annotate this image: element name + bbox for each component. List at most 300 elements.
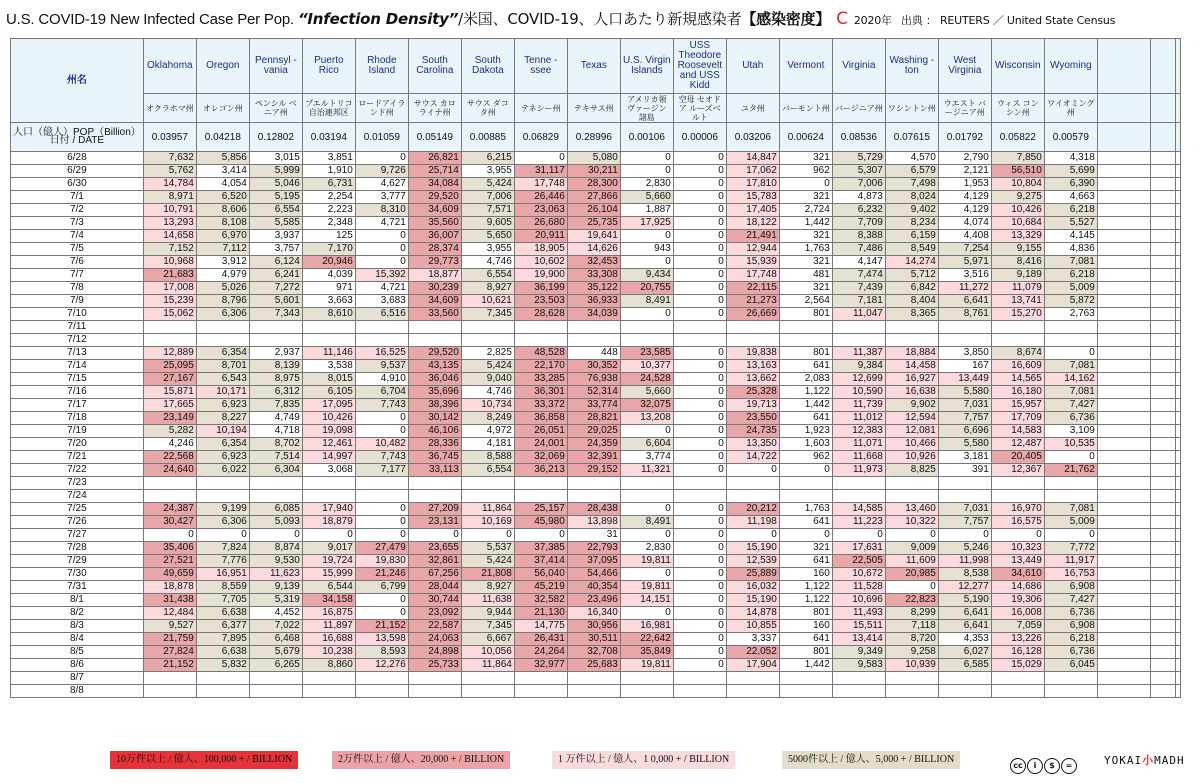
value-cell	[620, 321, 673, 334]
value-cell: 17,940	[302, 503, 355, 516]
value-cell: 17,631	[832, 542, 885, 555]
value-cell: 10,804	[991, 178, 1044, 191]
value-cell	[1097, 646, 1150, 659]
date-cell: 7/26	[11, 516, 144, 529]
state-name-jp: サウス ダコタ州	[461, 94, 514, 123]
value-cell: 25,733	[408, 659, 461, 672]
nd-icon: =	[1061, 758, 1077, 774]
value-cell: 3,663	[302, 295, 355, 308]
value-cell: 7,776	[196, 555, 249, 568]
value-cell	[1097, 529, 1150, 542]
value-cell: 13,293	[143, 217, 196, 230]
value-cell: 10,696	[832, 594, 885, 607]
value-cell: 25,683	[567, 659, 620, 672]
state-name-jp	[1097, 94, 1150, 123]
value-cell	[779, 334, 832, 347]
value-cell: 4,054	[196, 178, 249, 191]
value-cell: 8,720	[885, 633, 938, 646]
value-cell: 29,773	[408, 256, 461, 269]
value-cell: 7,772	[1044, 542, 1097, 555]
value-cell: 17,748	[726, 269, 779, 282]
value-cell: 18,905	[514, 243, 567, 256]
value-cell: 9,017	[302, 542, 355, 555]
value-cell: 7,474	[832, 269, 885, 282]
value-cell: 321	[779, 152, 832, 165]
value-cell: 24,735	[726, 425, 779, 438]
value-cell	[1097, 477, 1150, 490]
pop-date-label	[11, 123, 144, 152]
state-population: 0.03206	[726, 123, 779, 152]
value-cell: 13,226	[991, 633, 1044, 646]
table-row	[11, 178, 1181, 191]
value-cell: 7,571	[461, 204, 514, 217]
state-population: 0.03957	[143, 123, 196, 152]
value-cell	[196, 672, 249, 685]
value-cell: 7,006	[461, 191, 514, 204]
value-cell: 6,218	[1044, 633, 1097, 646]
value-cell	[1150, 516, 1175, 529]
value-cell: 21,152	[355, 620, 408, 633]
value-cell: 14,162	[1044, 373, 1097, 386]
value-cell: 21,683	[143, 269, 196, 282]
value-cell: 27,521	[143, 555, 196, 568]
value-cell: 0	[249, 529, 302, 542]
value-cell	[1097, 607, 1150, 620]
value-cell: 21,491	[726, 230, 779, 243]
value-cell: 5,009	[1044, 282, 1097, 295]
empty-cell	[1175, 490, 1180, 503]
value-cell: 943	[620, 243, 673, 256]
value-cell: 7,152	[143, 243, 196, 256]
value-cell	[143, 477, 196, 490]
date-cell: 7/4	[11, 230, 144, 243]
value-cell: 20,946	[302, 256, 355, 269]
value-cell: 15,270	[991, 308, 1044, 321]
value-cell: 11,071	[832, 438, 885, 451]
value-cell: 6,638	[196, 646, 249, 659]
logo-text-right: MADH	[1154, 754, 1185, 767]
empty-cell	[1175, 633, 1180, 646]
empty-cell	[1175, 347, 1180, 360]
value-cell: 30,744	[408, 594, 461, 607]
value-cell: 0	[514, 529, 567, 542]
title-source: 出典 ： REUTERS ／ United State Census	[901, 14, 1116, 27]
table-row	[11, 503, 1181, 516]
value-cell	[938, 685, 991, 698]
value-cell: 8,416	[991, 256, 1044, 269]
empty-cell	[1175, 334, 1180, 347]
value-cell: 37,095	[567, 555, 620, 568]
value-cell: 10,426	[991, 204, 1044, 217]
table-row	[11, 542, 1181, 555]
state-name-jp: ワイオミング 州	[1044, 94, 1097, 123]
value-cell	[1150, 672, 1175, 685]
value-cell: 14,583	[991, 425, 1044, 438]
value-cell: 2,790	[938, 152, 991, 165]
value-cell: 12,487	[991, 438, 1044, 451]
state-population: 0.01792	[938, 123, 991, 152]
value-cell	[1097, 282, 1150, 295]
value-cell: 18,877	[408, 269, 461, 282]
value-cell: 2,830	[620, 178, 673, 191]
value-cell: 5,537	[461, 542, 514, 555]
value-cell: 8,606	[196, 204, 249, 217]
value-cell: 0	[673, 269, 726, 282]
value-cell: 5,307	[832, 165, 885, 178]
value-cell: 10,734	[461, 399, 514, 412]
value-cell	[1097, 542, 1150, 555]
value-cell: 4,074	[938, 217, 991, 230]
value-cell: 4,039	[302, 269, 355, 282]
value-cell	[991, 334, 1044, 347]
value-cell: 2,825	[461, 347, 514, 360]
value-cell: 23,063	[514, 204, 567, 217]
value-cell: 6,638	[196, 607, 249, 620]
value-cell: 6,923	[196, 399, 249, 412]
value-cell	[1097, 516, 1150, 529]
state-name-jp: ロードアイラ ンド州	[355, 94, 408, 123]
value-cell: 13,208	[620, 412, 673, 425]
empty-cell	[1175, 503, 1180, 516]
value-cell: 11,493	[832, 607, 885, 620]
value-cell	[302, 321, 355, 334]
value-cell: 34,084	[408, 178, 461, 191]
value-cell: 30,511	[567, 633, 620, 646]
value-cell: 8,825	[885, 464, 938, 477]
value-cell: 8,310	[355, 204, 408, 217]
value-cell: 6,045	[1044, 659, 1097, 672]
value-cell: 7,272	[249, 282, 302, 295]
value-cell	[249, 477, 302, 490]
state-population: 0.12802	[249, 123, 302, 152]
value-cell: 8,365	[885, 308, 938, 321]
value-cell: 19,724	[302, 555, 355, 568]
value-cell: 32,582	[514, 594, 567, 607]
table-row	[11, 555, 1181, 568]
value-cell: 11,387	[832, 347, 885, 360]
value-cell: 0	[514, 152, 567, 165]
date-label: 日付 / DATE	[49, 135, 105, 146]
value-cell: 27,824	[143, 646, 196, 659]
value-cell	[196, 334, 249, 347]
value-cell	[1150, 555, 1175, 568]
value-cell: 12,484	[143, 607, 196, 620]
value-cell: 0	[673, 230, 726, 243]
value-cell: 6,641	[938, 295, 991, 308]
value-cell: 7,254	[938, 243, 991, 256]
table-row	[11, 386, 1181, 399]
value-cell: 13,414	[832, 633, 885, 646]
value-cell: 16,981	[620, 620, 673, 633]
value-cell: 16,875	[302, 607, 355, 620]
value-cell	[620, 672, 673, 685]
value-cell: 6,923	[196, 451, 249, 464]
value-cell: 31,117	[514, 165, 567, 178]
value-cell: 5,971	[938, 256, 991, 269]
value-cell: 2,724	[779, 204, 832, 217]
value-cell: 0	[673, 568, 726, 581]
value-cell	[1097, 672, 1150, 685]
value-cell: 0	[673, 386, 726, 399]
value-cell: 0	[1044, 451, 1097, 464]
value-cell: 12,594	[885, 412, 938, 425]
value-cell: 21,273	[726, 295, 779, 308]
value-cell	[1150, 321, 1175, 334]
value-cell	[355, 477, 408, 490]
value-cell: 25,714	[408, 165, 461, 178]
value-cell: 641	[779, 633, 832, 646]
date-cell: 8/2	[11, 607, 144, 620]
value-cell: 36,046	[408, 373, 461, 386]
value-cell: 2,564	[779, 295, 832, 308]
value-cell	[1097, 256, 1150, 269]
empty-cell	[1175, 152, 1180, 165]
value-cell	[1150, 308, 1175, 321]
value-cell: 6,027	[938, 646, 991, 659]
value-cell	[196, 477, 249, 490]
value-cell: 12,367	[991, 464, 1044, 477]
value-cell: 7,709	[832, 217, 885, 230]
value-cell: 45,980	[514, 516, 567, 529]
value-cell: 9,349	[832, 646, 885, 659]
value-cell	[1097, 321, 1150, 334]
value-cell	[1097, 399, 1150, 412]
date-cell: 7/16	[11, 386, 144, 399]
value-cell: 25,735	[567, 217, 620, 230]
value-cell: 0	[355, 412, 408, 425]
value-cell: 0	[1044, 529, 1097, 542]
value-cell	[408, 490, 461, 503]
value-cell: 13,662	[726, 373, 779, 386]
infection-density-table	[10, 38, 1181, 698]
value-cell	[461, 334, 514, 347]
value-cell: 6,736	[1044, 646, 1097, 659]
value-cell: 10,926	[885, 451, 938, 464]
value-cell	[832, 490, 885, 503]
value-cell: 0	[673, 633, 726, 646]
value-cell: 2,223	[302, 204, 355, 217]
value-cell	[1150, 165, 1175, 178]
value-cell: 11,321	[620, 464, 673, 477]
value-cell: 1,887	[620, 204, 673, 217]
value-cell: 962	[779, 165, 832, 178]
title-c-mark: C	[836, 9, 848, 29]
value-cell: 5,580	[938, 386, 991, 399]
date-cell: 7/19	[11, 425, 144, 438]
state-population: 0.01059	[355, 123, 408, 152]
value-cell	[1150, 230, 1175, 243]
value-cell: 4,836	[1044, 243, 1097, 256]
value-cell: 35,696	[408, 386, 461, 399]
value-cell: 3,414	[196, 165, 249, 178]
value-cell	[1150, 568, 1175, 581]
value-cell: 6,218	[1044, 204, 1097, 217]
value-cell: 34,158	[302, 594, 355, 607]
value-cell: 4,721	[355, 217, 408, 230]
state-name-jp: テネシー州	[514, 94, 567, 123]
value-cell	[1150, 542, 1175, 555]
value-cell: 35,849	[620, 646, 673, 659]
value-cell: 43,135	[408, 360, 461, 373]
date-cell: 8/8	[11, 685, 144, 698]
value-cell	[1150, 633, 1175, 646]
value-cell: 962	[779, 451, 832, 464]
value-cell: 0	[620, 568, 673, 581]
table-row	[11, 646, 1181, 659]
value-cell: 18,879	[302, 516, 355, 529]
value-cell: 5,679	[249, 646, 302, 659]
value-cell: 4,979	[196, 269, 249, 282]
value-cell: 17,095	[302, 399, 355, 412]
value-cell: 8,674	[991, 347, 1044, 360]
value-cell: 4,246	[143, 438, 196, 451]
value-cell: 5,999	[249, 165, 302, 178]
value-cell: 8,610	[302, 308, 355, 321]
value-cell: 10,169	[461, 516, 514, 529]
value-cell: 14,658	[143, 230, 196, 243]
value-cell	[302, 490, 355, 503]
value-cell	[355, 334, 408, 347]
value-cell: 3,337	[726, 633, 779, 646]
empty-cell	[1175, 386, 1180, 399]
date-cell: 7/25	[11, 503, 144, 516]
value-cell	[885, 490, 938, 503]
empty-cell	[1175, 360, 1180, 373]
value-cell: 14,565	[991, 373, 1044, 386]
value-cell: 10,590	[832, 386, 885, 399]
value-cell: 49,659	[143, 568, 196, 581]
value-cell: 31,438	[143, 594, 196, 607]
date-cell: 7/1	[11, 191, 144, 204]
value-cell: 20,405	[991, 451, 1044, 464]
value-cell: 6,731	[302, 178, 355, 191]
value-cell	[620, 477, 673, 490]
value-cell: 4,972	[461, 425, 514, 438]
value-cell: 5,424	[461, 360, 514, 373]
value-cell: 5,282	[143, 425, 196, 438]
empty-cell	[1175, 659, 1180, 672]
date-cell: 7/10	[11, 308, 144, 321]
value-cell: 24,640	[143, 464, 196, 477]
value-cell: 167	[938, 360, 991, 373]
table-row	[11, 321, 1181, 334]
value-cell: 24,264	[514, 646, 567, 659]
empty-cell	[1175, 438, 1180, 451]
table-row	[11, 295, 1181, 308]
value-cell: 10,466	[885, 438, 938, 451]
state-name-en: Wisconsin	[991, 39, 1044, 94]
empty-cell	[1175, 516, 1180, 529]
value-cell: 33,372	[514, 399, 567, 412]
value-cell	[1150, 191, 1175, 204]
state-name-en: Oregon	[196, 39, 249, 94]
state-header-label: 州名	[11, 39, 144, 123]
date-cell: 8/6	[11, 659, 144, 672]
value-cell: 30,239	[408, 282, 461, 295]
value-cell: 6,241	[249, 269, 302, 282]
value-cell: 10,426	[302, 412, 355, 425]
value-cell	[885, 477, 938, 490]
value-cell: 20,755	[620, 282, 673, 295]
value-cell: 8,249	[461, 412, 514, 425]
value-cell: 1,763	[779, 503, 832, 516]
value-cell	[514, 321, 567, 334]
value-cell: 23,131	[408, 516, 461, 529]
value-cell: 15,939	[726, 256, 779, 269]
value-cell: 7,059	[991, 620, 1044, 633]
value-cell: 2,121	[938, 165, 991, 178]
value-cell: 8,874	[249, 542, 302, 555]
value-cell: 3,777	[355, 191, 408, 204]
value-cell: 22,793	[567, 542, 620, 555]
date-cell: 6/29	[11, 165, 144, 178]
value-cell	[885, 685, 938, 698]
value-cell: 0	[673, 217, 726, 230]
value-cell: 9,199	[196, 503, 249, 516]
value-cell	[1097, 412, 1150, 425]
value-cell	[1097, 230, 1150, 243]
value-cell: 37,414	[514, 555, 567, 568]
value-cell: 3,850	[938, 347, 991, 360]
value-cell: 6,124	[249, 256, 302, 269]
value-cell: 7,743	[355, 451, 408, 464]
table-row	[11, 373, 1181, 386]
value-cell: 6,159	[885, 230, 938, 243]
value-cell: 14,458	[885, 360, 938, 373]
header-state-jp-row	[11, 94, 1181, 123]
value-cell: 6,354	[196, 438, 249, 451]
value-cell: 4,570	[885, 152, 938, 165]
table-row	[11, 347, 1181, 360]
value-cell: 48,528	[514, 347, 567, 360]
empty-cell	[1175, 230, 1180, 243]
value-cell: 0	[408, 529, 461, 542]
header-population-row	[11, 123, 1181, 152]
value-cell: 3,851	[302, 152, 355, 165]
value-cell: 8,971	[143, 191, 196, 204]
value-cell: 25,157	[514, 503, 567, 516]
value-cell	[355, 321, 408, 334]
value-cell: 6,908	[1044, 581, 1097, 594]
value-cell: 4,718	[249, 425, 302, 438]
empty-cell	[1175, 399, 1180, 412]
state-population	[1097, 123, 1150, 152]
value-cell	[1044, 477, 1097, 490]
empty-cell	[1175, 451, 1180, 464]
value-cell	[1150, 243, 1175, 256]
value-cell: 7,757	[938, 516, 991, 529]
state-name-en: Oklahoma	[143, 39, 196, 94]
table-row	[11, 425, 1181, 438]
value-cell: 25,328	[726, 386, 779, 399]
value-cell: 0	[726, 529, 779, 542]
value-cell: 9,275	[991, 191, 1044, 204]
pop-label: 人口（億人）POP（Billion）	[13, 127, 141, 138]
value-cell: 9,384	[832, 360, 885, 373]
value-cell: 37,385	[514, 542, 567, 555]
state-name-jp: ウエスト バージニア州	[938, 94, 991, 123]
value-cell: 20,212	[726, 503, 779, 516]
value-cell	[938, 477, 991, 490]
empty-cell	[1175, 204, 1180, 217]
value-cell: 7,170	[302, 243, 355, 256]
value-cell	[567, 477, 620, 490]
value-cell: 11,623	[249, 568, 302, 581]
value-cell: 32,069	[514, 451, 567, 464]
value-cell: 6,218	[1044, 269, 1097, 282]
value-cell: 5,009	[1044, 516, 1097, 529]
value-cell: 7,112	[196, 243, 249, 256]
